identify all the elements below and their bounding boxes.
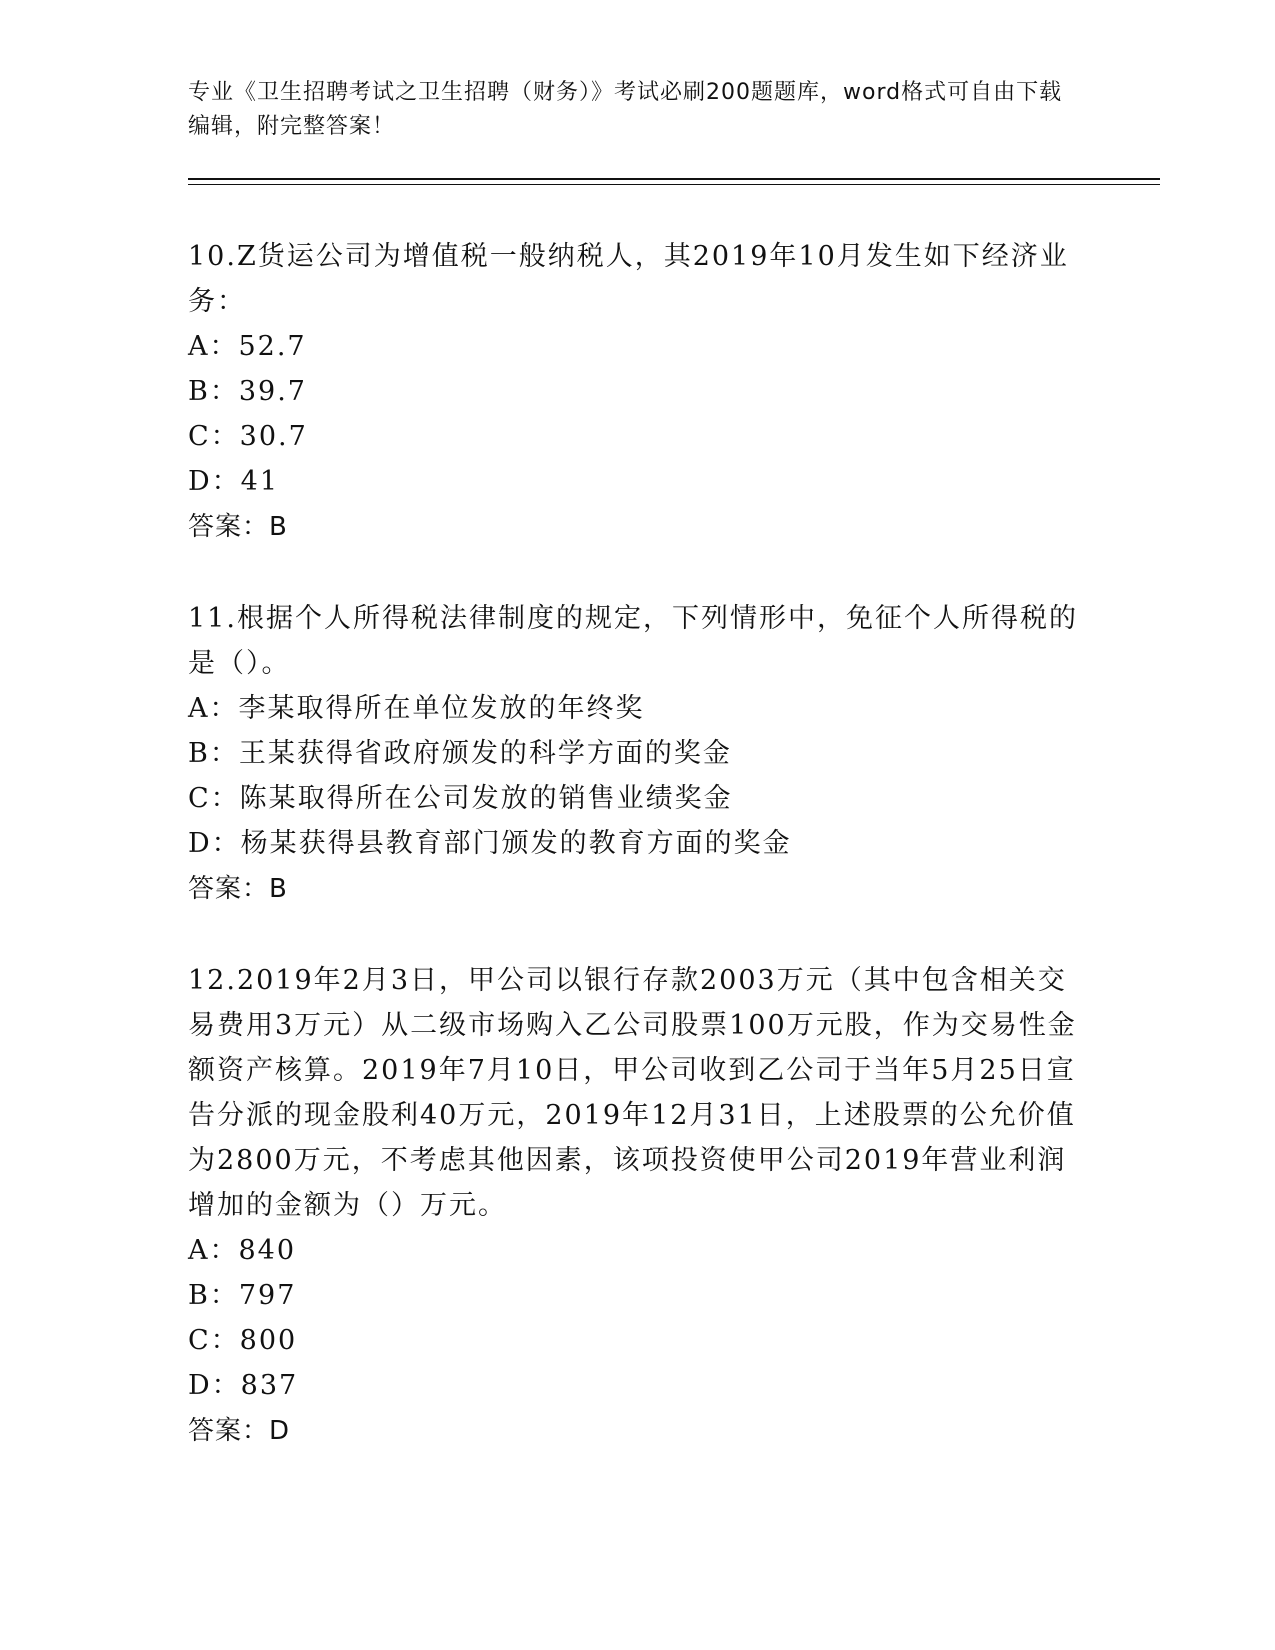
question-list <box>188 234 1088 1500</box>
option-a: A：李某取得所在单位发放的年终奖 <box>188 693 645 724</box>
answer-line: 答案：B <box>188 512 288 542</box>
question-stem: 11.根据个人所得税法律制度的规定，下列情形中，免征个人所得税的是（）。 <box>188 603 1078 679</box>
question-10 <box>188 234 1088 550</box>
option-d: D：杨某获得县教育部门颁发的教育方面的奖金 <box>188 828 792 859</box>
answer-line: 答案：D <box>188 1416 291 1446</box>
header-rule-thick <box>188 178 1160 180</box>
option-b: B：797 <box>188 1280 297 1311</box>
option-c: C：800 <box>188 1325 298 1356</box>
option-d: D：837 <box>188 1370 299 1401</box>
option-c: C：30.7 <box>188 421 308 452</box>
question-11 <box>188 596 1088 912</box>
answer-line: 答案：B <box>188 874 288 904</box>
option-b: B：王某获得省政府颁发的科学方面的奖金 <box>188 738 732 769</box>
document-header: 专业《卫生招聘考试之卫生招聘（财务）》考试必刷200题题库，word格式可自由下载编辑，附完整答案！ <box>188 80 1063 139</box>
option-c: C：陈某取得所在公司发放的销售业绩奖金 <box>188 783 733 814</box>
question-stem: 10.Z货运公司为增值税一般纳税人，其2019年10月发生如下经济业务： <box>188 241 1069 317</box>
header-rule-thin <box>188 184 1160 185</box>
option-a: A：52.7 <box>188 331 307 362</box>
option-b: B：39.7 <box>188 376 307 407</box>
question-stem: 12.2019年2月3日，甲公司以银行存款2003万元（其中包含相关交易费用3万元）从二级市场购入乙公司股票100万元股，作为交易性金额资产核算。2019年7月10日，甲公司收到乙公司于当年5月25日宣告分派的现金股利40万元，2019年12月31日，上述股票的公允价值为2800万元，不考虑其他因素，该项投资使甲公司2019年营业利润增加的金额为（）万元。 <box>188 965 1077 1221</box>
option-d: D：41 <box>188 466 280 497</box>
question-12 <box>188 958 1088 1454</box>
option-a: A：840 <box>188 1235 297 1266</box>
